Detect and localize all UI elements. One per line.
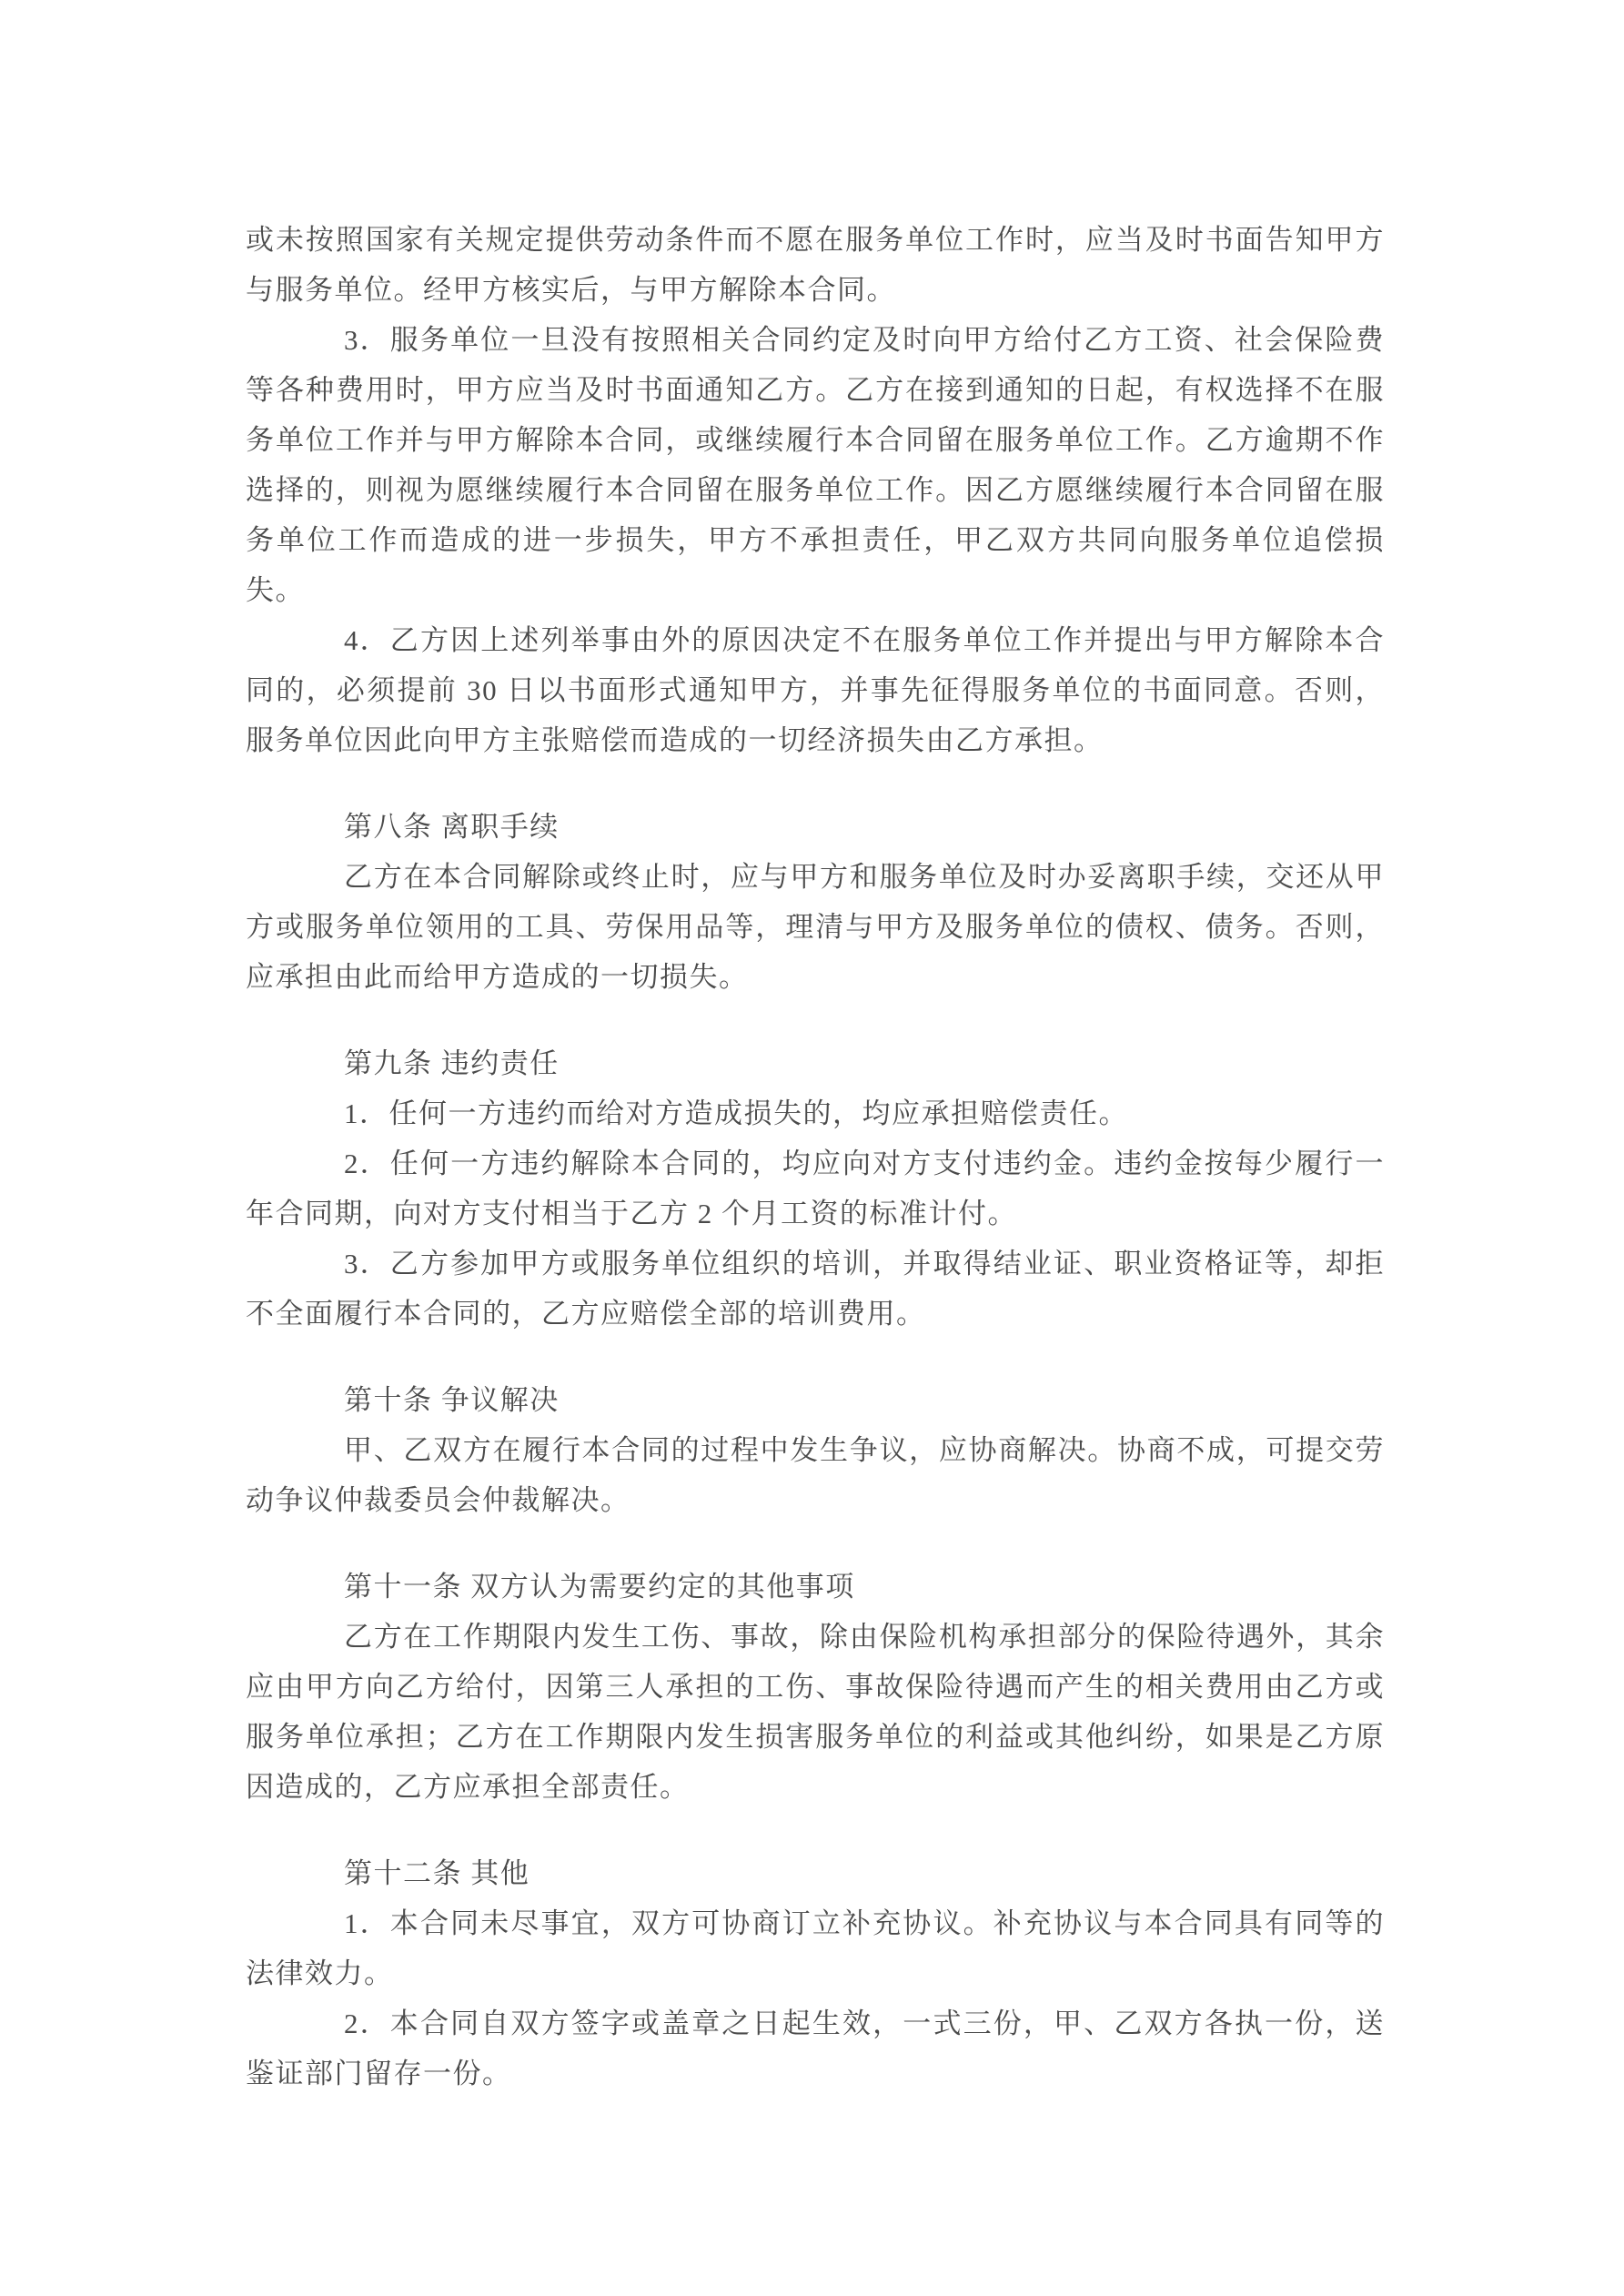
- contract-paragraph: 3．服务单位一旦没有按照相关合同约定及时向甲方给付乙方工资、社会保险费等各种费用时，甲方应当及时书面通知乙方。乙方在接到通知的日起，有权选择不在服务单位工作并与甲方解除本合同，或继续履行本合同留在服务单位工作。乙方逾期不作选择的，则视为愿继续履行本合同留在服务单位工作。因乙方愿继续履行本合同留在服务单位工作而造成的进一步损失，甲方不承担责任，甲乙双方共同向服务单位追偿损失。: [246, 324, 1385, 606]
- contract-paragraph: 乙方在本合同解除或终止时，应与甲方和服务单位及时办妥离职手续，交还从甲方或服务单位领用的工具、劳保用品等，理清与甲方及服务单位的债权、债务。否则，应承担由此而给甲方造成的一切损失。: [246, 861, 1385, 993]
- contract-paragraph: 1．本合同未尽事宜，双方可协商订立补充协议。补充协议与本合同具有同等的法律效力。: [246, 1907, 1385, 1989]
- contract-paragraph: 2．本合同自双方签字或盖章之日起生效，一式三份，甲、乙双方各执一份，送鉴证部门留存一份。: [246, 2008, 1385, 2089]
- section-heading: 第十条 争议解决: [344, 1384, 560, 1416]
- contract-paragraph: 或未按照国家有关规定提供劳动条件而不愿在服务单位工作时，应当及时书面告知甲方与服务单位。经甲方核实后，与甲方解除本合同。: [246, 224, 1385, 306]
- section-heading: 第十一条 双方认为需要约定的其他事项: [344, 1571, 855, 1603]
- contract-paragraph: 2．任何一方违约解除本合同的，均应向对方支付违约金。违约金按每少履行一年合同期，向对方支付相当于乙方 2 个月工资的标准计付。: [246, 1148, 1385, 1229]
- contract-text-body: [246, 215, 1385, 2099]
- section-heading: 第八条 离职手续: [344, 811, 560, 843]
- contract-paragraph: 乙方在工作期限内发生工伤、事故，除由保险机构承担部分的保险待遇外，其余应由甲方向乙方给付，因第三人承担的工伤、事故保险待遇而产生的相关费用由乙方或服务单位承担；乙方在工作期限内发生损害服务单位的利益或其他纠纷，如果是乙方原因造成的，乙方应承担全部责任。: [246, 1621, 1385, 1803]
- contract-paragraph: 4．乙方因上述列举事由外的原因决定不在服务单位工作并提出与甲方解除本合同的，必须提前 30 日以书面形式通知甲方，并事先征得服务单位的书面同意。否则，服务单位因此向甲方主张赔偿而造成的一切经济损失由乙方承担。: [246, 624, 1385, 756]
- section-heading: 第十二条 其他: [344, 1857, 530, 1889]
- contract-paragraph: 1．任何一方违约而给对方造成损失的，均应承担赔偿责任。: [344, 1097, 1128, 1129]
- contract-paragraph: 3．乙方参加甲方或服务单位组织的培训，并取得结业证、职业资格证等，却拒不全面履行本合同的，乙方应赔偿全部的培训费用。: [246, 1248, 1385, 1330]
- section-heading: 第九条 违约责任: [344, 1047, 560, 1079]
- contract-paragraph: 甲、乙双方在履行本合同的过程中发生争议，应协商解决。协商不成，可提交劳动争议仲裁委员会仲裁解决。: [246, 1434, 1385, 1516]
